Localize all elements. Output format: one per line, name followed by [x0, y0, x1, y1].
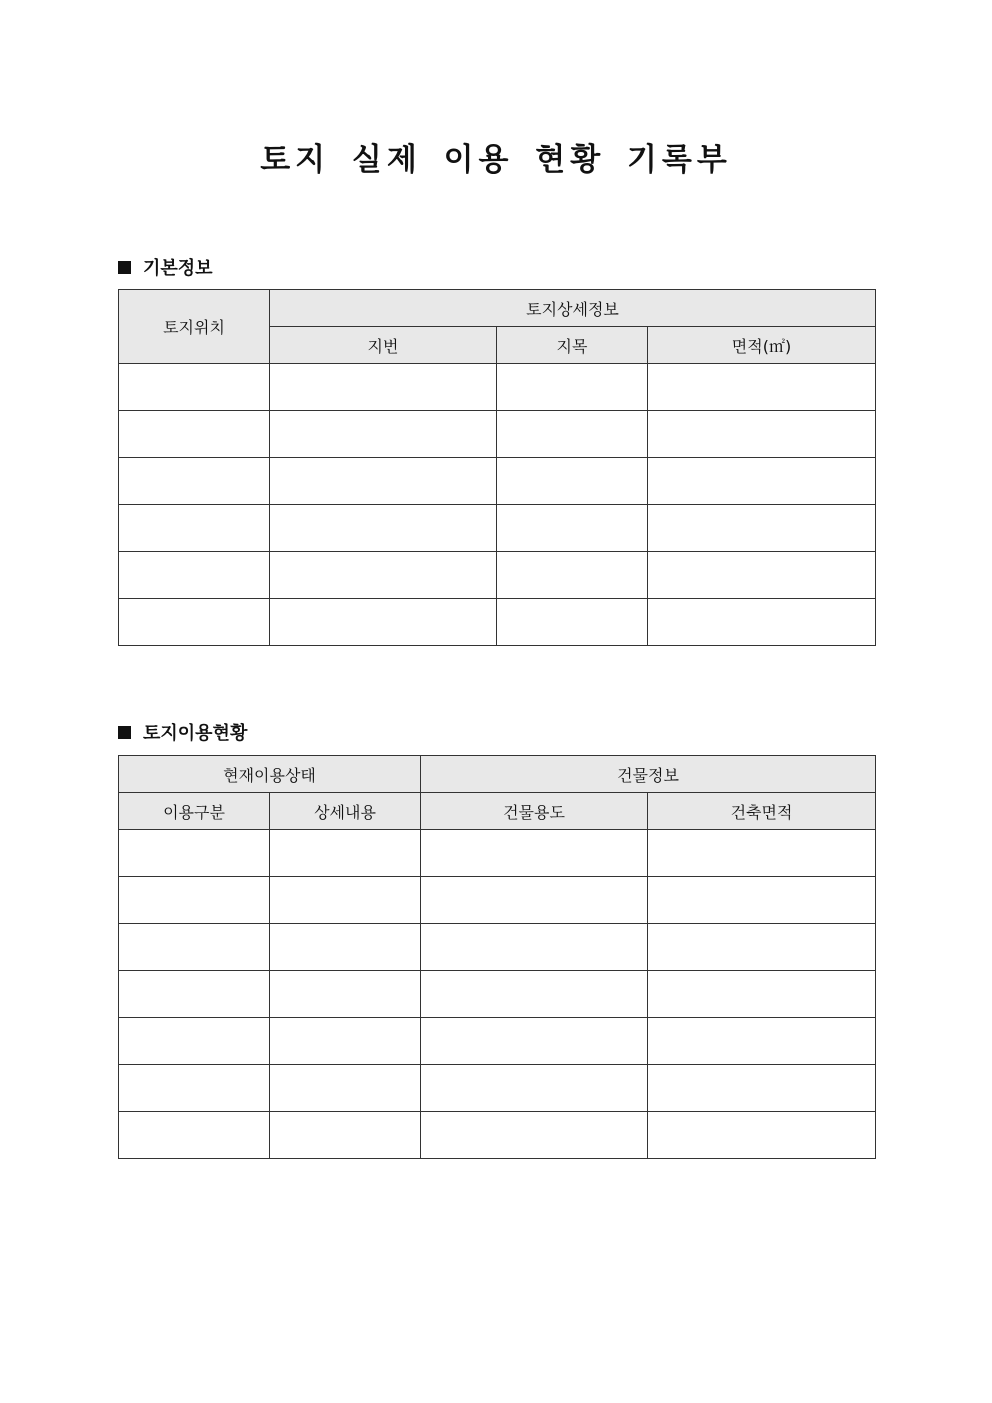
building-use-cell[interactable] [421, 924, 648, 971]
land-category-header: 지목 [497, 327, 648, 364]
lot-number-header: 지번 [270, 327, 497, 364]
building-area-cell[interactable] [648, 1018, 876, 1065]
land-category-cell[interactable] [497, 364, 648, 411]
building-area-cell[interactable] [648, 924, 876, 971]
building-area-header: 건축면적 [648, 793, 876, 830]
lot-number-cell[interactable] [270, 552, 497, 599]
building-info-header: 건물정보 [421, 756, 876, 793]
table-row [119, 458, 876, 505]
land-location-cell[interactable] [119, 599, 270, 646]
basic-info-heading-label: 기본정보 [143, 258, 213, 279]
land-location-cell[interactable] [119, 411, 270, 458]
land-location-cell[interactable] [119, 552, 270, 599]
basic-info-heading [118, 254, 213, 280]
table-row [119, 971, 876, 1018]
table-row [119, 552, 876, 599]
table-row [119, 1112, 876, 1159]
land-location-cell[interactable] [119, 505, 270, 552]
table-row [119, 1018, 876, 1065]
use-type-header: 이용구분 [119, 793, 270, 830]
details-cell[interactable] [270, 971, 421, 1018]
area-cell[interactable] [648, 599, 876, 646]
land-use-heading [118, 719, 247, 745]
use-type-cell[interactable] [119, 924, 270, 971]
land-use-table [118, 755, 876, 1159]
area-cell[interactable] [648, 364, 876, 411]
table-row [119, 1065, 876, 1112]
use-type-cell[interactable] [119, 1065, 270, 1112]
table-row [119, 364, 876, 411]
table-row [119, 599, 876, 646]
lot-number-cell[interactable] [270, 364, 497, 411]
land-location-cell[interactable] [119, 364, 270, 411]
details-cell[interactable] [270, 877, 421, 924]
table-row [119, 505, 876, 552]
use-type-cell[interactable] [119, 877, 270, 924]
building-area-cell[interactable] [648, 877, 876, 924]
land-location-header: 토지위치 [119, 290, 270, 364]
use-type-cell[interactable] [119, 971, 270, 1018]
building-use-cell[interactable] [421, 1018, 648, 1065]
details-cell[interactable] [270, 830, 421, 877]
building-use-cell[interactable] [421, 1112, 648, 1159]
land-category-cell[interactable] [497, 411, 648, 458]
building-area-cell[interactable] [648, 1112, 876, 1159]
details-cell[interactable] [270, 1065, 421, 1112]
land-category-cell[interactable] [497, 599, 648, 646]
land-category-cell[interactable] [497, 552, 648, 599]
area-cell[interactable] [648, 505, 876, 552]
details-cell[interactable] [270, 924, 421, 971]
square-bullet-icon [118, 261, 131, 274]
table-row [119, 411, 876, 458]
area-header: 면적(㎡) [648, 327, 876, 364]
lot-number-cell[interactable] [270, 458, 497, 505]
use-type-cell[interactable] [119, 1018, 270, 1065]
building-use-cell[interactable] [421, 877, 648, 924]
land-category-cell[interactable] [497, 505, 648, 552]
basic-info-table [118, 289, 876, 646]
land-category-cell[interactable] [497, 458, 648, 505]
details-header: 상세내용 [270, 793, 421, 830]
area-cell[interactable] [648, 411, 876, 458]
current-use-status-header: 현재이용상태 [119, 756, 421, 793]
lot-number-cell[interactable] [270, 599, 497, 646]
building-use-cell[interactable] [421, 1065, 648, 1112]
building-area-cell[interactable] [648, 971, 876, 1018]
lot-number-cell[interactable] [270, 411, 497, 458]
land-use-heading-label: 토지이용현황 [143, 723, 248, 744]
land-detail-header: 토지상세정보 [270, 290, 876, 327]
use-type-cell[interactable] [119, 1112, 270, 1159]
table-row [119, 924, 876, 971]
building-area-cell[interactable] [648, 1065, 876, 1112]
details-cell[interactable] [270, 1018, 421, 1065]
document-title: 토지 실제 이용 현황 기록부 [260, 142, 732, 178]
table-row [119, 877, 876, 924]
building-use-cell[interactable] [421, 830, 648, 877]
details-cell[interactable] [270, 1112, 421, 1159]
building-use-header: 건물용도 [421, 793, 648, 830]
lot-number-cell[interactable] [270, 505, 497, 552]
square-bullet-icon [118, 726, 131, 739]
area-cell[interactable] [648, 552, 876, 599]
land-location-cell[interactable] [119, 458, 270, 505]
area-cell[interactable] [648, 458, 876, 505]
building-area-cell[interactable] [648, 830, 876, 877]
table-row [119, 830, 876, 877]
building-use-cell[interactable] [421, 971, 648, 1018]
use-type-cell[interactable] [119, 830, 270, 877]
